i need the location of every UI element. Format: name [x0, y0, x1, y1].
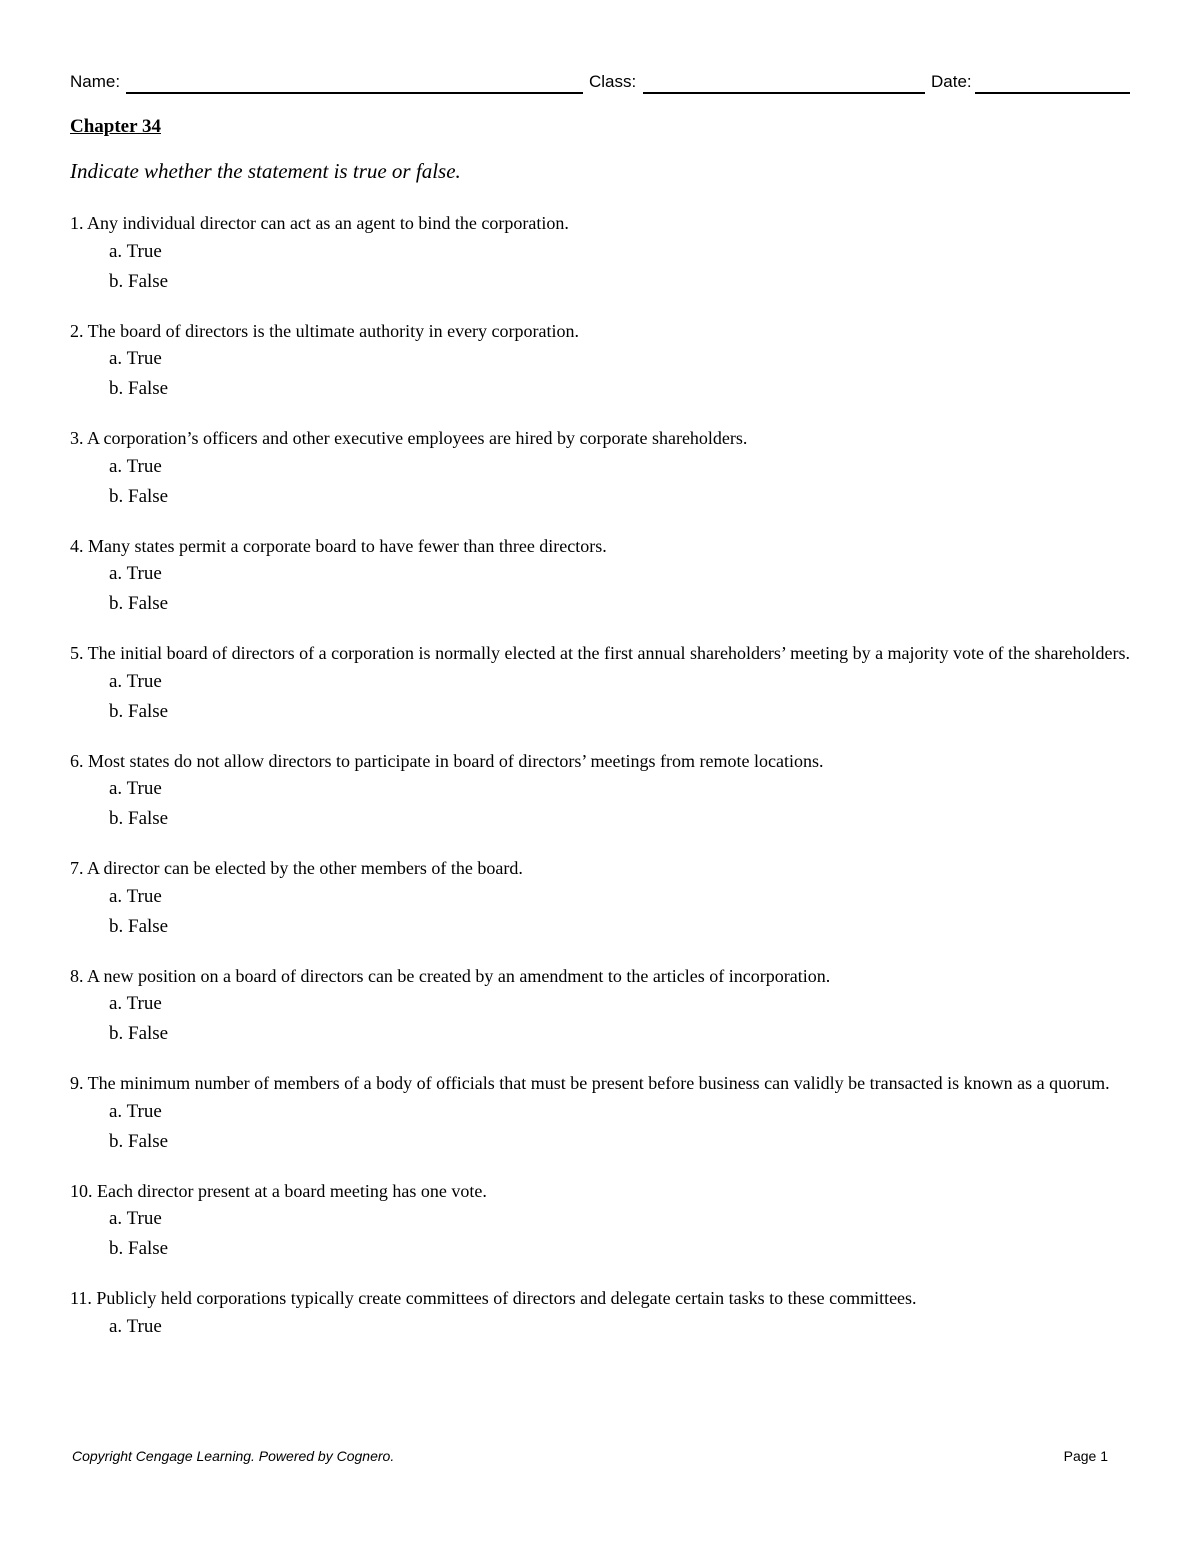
date-blank-line[interactable]: [975, 92, 1130, 94]
question-text: 6. Most states do not allow directors to participate in board of directors’ meetings from remote locations.: [70, 750, 824, 771]
chapter-title: Chapter 34: [70, 116, 161, 137]
option-false[interactable]: b. False: [109, 915, 169, 937]
option-false[interactable]: b. False: [109, 270, 169, 292]
option-true[interactable]: a. True: [109, 885, 162, 907]
option-true[interactable]: a. True: [109, 240, 162, 262]
question-text: 9. The minimum number of members of a body of officials that must be present before business can validly be transacted is known as a quorum.: [70, 1073, 1110, 1093]
option-false[interactable]: b. False: [109, 808, 169, 829]
option-false[interactable]: b. False: [109, 1130, 169, 1152]
question-text: 8. A new position on a board of directors can be created by an amendment to the articles of incorporation.: [70, 965, 831, 986]
question-item: [70, 856, 1132, 942]
question-item: [70, 211, 1132, 297]
class-label: Class:: [589, 72, 637, 91]
name-label: Name:: [70, 72, 121, 91]
option-false[interactable]: b. False: [109, 700, 169, 722]
question-item: [70, 749, 1132, 835]
page-number: Page 1: [1063, 1448, 1108, 1464]
option-true[interactable]: a. True: [109, 455, 162, 477]
question-item: [70, 641, 1132, 727]
class-blank-line[interactable]: [643, 92, 925, 94]
question-item: [70, 964, 1132, 1050]
name-blank-line[interactable]: [126, 92, 583, 94]
question-text: 2. The board of directors is the ultimate authority in every corporation.: [70, 320, 580, 341]
option-true[interactable]: a. True: [109, 670, 162, 692]
question-text: 1. Any individual director can act as an agent to bind the corporation.: [70, 213, 569, 233]
option-true[interactable]: a. True: [109, 778, 162, 799]
date-label: Date:: [931, 72, 972, 91]
option-true[interactable]: a. True: [109, 993, 162, 1014]
student-info-header: [70, 70, 1130, 96]
question-list: [70, 211, 1132, 1364]
question-item: [70, 1179, 1132, 1265]
question-item: [70, 426, 1132, 512]
option-false[interactable]: b. False: [109, 1023, 169, 1044]
option-false[interactable]: b. False: [109, 593, 169, 614]
question-item: [70, 319, 1132, 405]
question-text: 5. The initial board of directors of a corporation is normally elected at the first annual shareholders’ meeting by a majority vote of the shareholders.: [70, 643, 1130, 663]
question-item: [70, 1071, 1132, 1157]
option-true[interactable]: a. True: [109, 1100, 162, 1122]
question-text: 7. A director can be elected by the other members of the board.: [70, 858, 523, 878]
option-true[interactable]: a. True: [109, 348, 162, 369]
question-item: [70, 534, 1132, 620]
question-text: 11. Publicly held corporations typically create committees of directors and delegate certain tasks to these committees.: [70, 1288, 917, 1308]
option-false[interactable]: b. False: [109, 378, 169, 399]
question-text: 4. Many states permit a corporate board to have fewer than three directors.: [70, 535, 607, 556]
option-true[interactable]: a. True: [109, 1315, 162, 1337]
option-false[interactable]: b. False: [109, 485, 169, 507]
question-text: 3. A corporation’s officers and other executive employees are hired by corporate shareholders.: [70, 428, 748, 448]
option-false[interactable]: b. False: [109, 1238, 169, 1259]
option-true[interactable]: a. True: [109, 563, 162, 584]
question-item: [70, 1286, 1132, 1342]
copyright-notice: Copyright Cengage Learning. Powered by Cognero.: [72, 1448, 395, 1464]
option-true[interactable]: a. True: [109, 1208, 162, 1229]
instructions: Indicate whether the statement is true or false.: [70, 159, 461, 183]
question-text: 10. Each director present at a board meeting has one vote.: [70, 1180, 487, 1201]
